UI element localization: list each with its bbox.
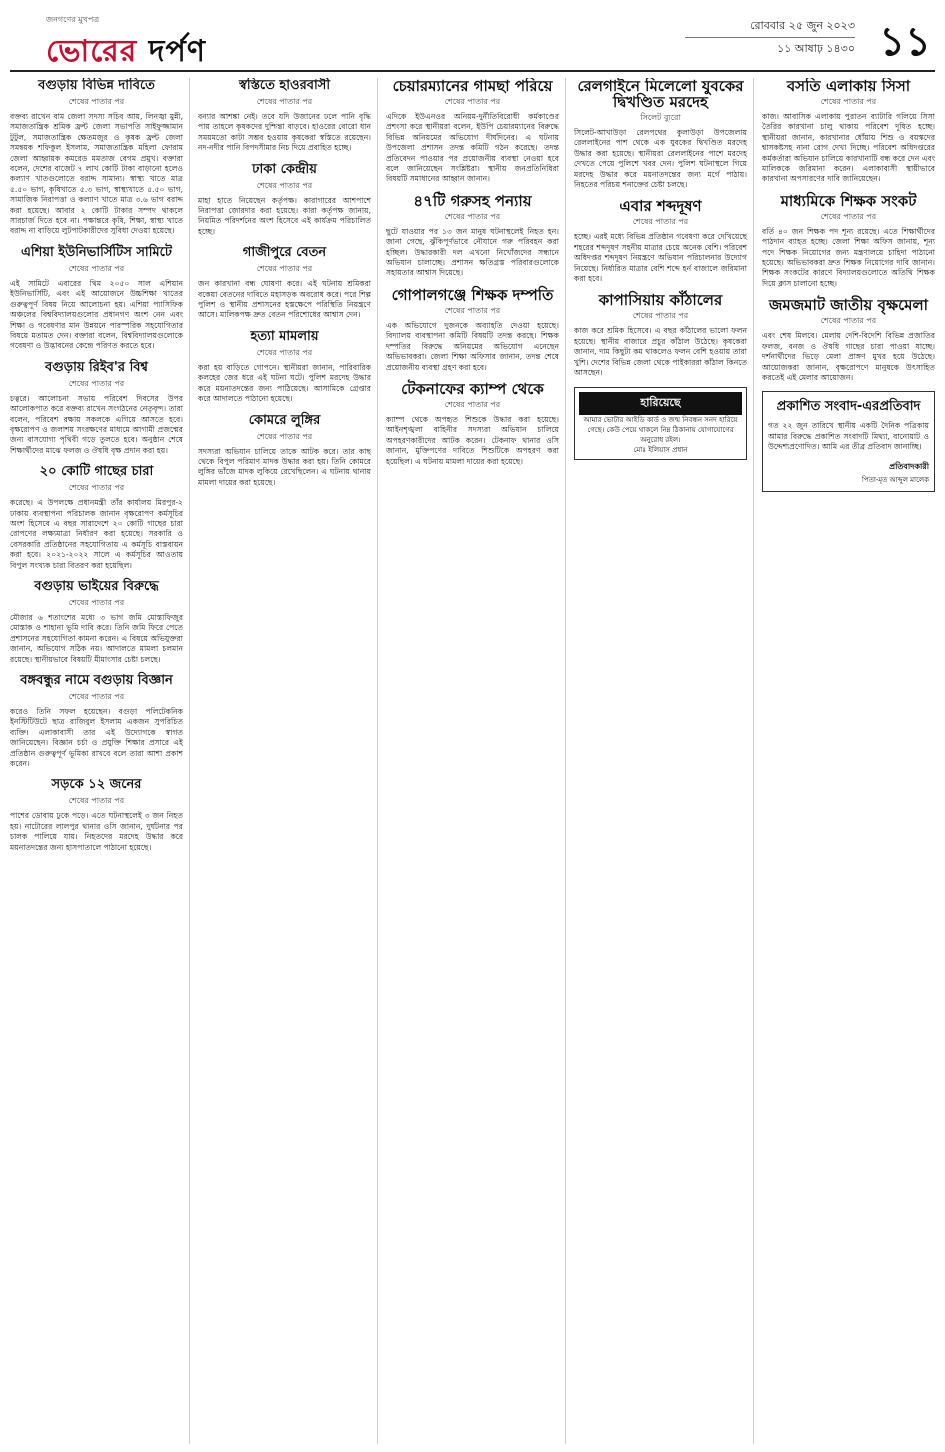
story-headline: জমজমাট জাতীয় বৃক্ষমেলা bbox=[768, 296, 928, 315]
columns bbox=[10, 78, 935, 1444]
story-sub: শেষের পাতার পর bbox=[632, 217, 689, 227]
story bbox=[198, 329, 371, 405]
story-body: করা হয় বাড়িতে গোপনে। স্থানীয়রা জানান, পারিবারিক কলহের জের ধরে এই ঘটনা ঘটে। পুলিশ মরদেহ উদ্ধার করে ময়নাতদন্তের জন্য পাঠিয়েছে। আসামিকে গ্রেপ্তার করে আদালতে পাঠানো হয়েছে। bbox=[198, 362, 371, 404]
story bbox=[10, 78, 183, 237]
date-block bbox=[685, 18, 855, 57]
story bbox=[762, 193, 935, 289]
story-sub: সিলেট ব্যুরো bbox=[640, 113, 681, 122]
story-sub: শেষের পাতার পর bbox=[256, 347, 313, 357]
story-body: চত্বরে। আলোচনা সভায় পরিবেশ দিবসের উপর আলোকপাত করে বক্তব্য রাখেন সংগঠনের নেতৃবৃন্দ। তারা বলেন, পরিবেশ রক্ষায় সকলকে এগিয়ে আসতে হবে। বৃক্ষরোপণ ও জলাশয় সংরক্ষণের মাধ্যমে আগামী প্রজন্মের জন্য বাসযোগ্য পৃথিবী গড়ে তুলতে হবে। অনুষ্ঠান শেষে শিক্ষার্থীদের মাঝে ফলজ ও ঔষধি বৃক্ষ প্রদান করা হয়। bbox=[10, 393, 183, 455]
story-headline: মাধ্যমিকে শিক্ষক সংকট bbox=[780, 191, 917, 210]
story-sub: শেষের পাতার পর bbox=[68, 692, 125, 702]
story-headline: রেলগাইনে মিলেলো যুবকের দ্বিখণ্ডিত মরদেহ bbox=[577, 78, 744, 111]
story-sub: শেষের পাতার পর bbox=[68, 598, 125, 607]
story-headline: এবার শব্দদূষণ bbox=[619, 197, 702, 216]
story-headline: ২০ কোটি গাছের চারা bbox=[39, 464, 154, 480]
story-sub: শেষের পাতার পর bbox=[820, 97, 877, 106]
story-sub: শেষের পাতার পর bbox=[68, 483, 125, 493]
date-bangla: ১১ আষাঢ় ১৪৩০ bbox=[777, 42, 855, 55]
date-divider bbox=[685, 37, 855, 38]
story-headline: ঢাকা কেন্দ্রীয় bbox=[252, 161, 317, 177]
story-body: বক্তব্য রাখেন বাম জেলা সদস্য সচিব আয়, লিনজ্বা মুন্নী, সমাজতান্ত্রিক শ্রমিক ফ্রন্ট জেলা সভাপতি সাইফুজ্জামান টুটুল, সমাজতান্ত্রিক ক্ষেতমজুর ও কৃষক ফ্রন্ট জেলা সমন্বয়ক শফিকুল ইসলাম, সমাজতান্ত্রিক মহিলা ফোরাম জেলা আহ্বায়ক কমরেড মমতাজ বেগম প্রমুখ। বক্তারা বলেন, দেশের বাজেট ৭ লাখ কোটি টাকা বাড়ানো হলেও কল্যাণ খাতগুলোতে বরাদ্দ সামান্য। স্বাস্থ্য খাতে মাত্র ৫.৫০ ভাগ, কৃষিখাতে ৫.৩ ভাগ, স্বাস্থ্যখাতে ৫.৫০ ভাগ, সামাজিক নিরাপত্তা ও কল্যাণ খাতে মাত্র ৩.৬ ভাগ বরাদ্দ করা হয়েছে। আবার ২ কোটি টাকার সম্পদ থাকলে সারচার্জ দিতে হবে না। পক্ষান্তরে কৃষি, শিক্ষা, স্বাস্থ্য খাতে বরাদ্দ না বাড়িয়ে লুটপাটকারীদের সুবিধা দেওয়া হয়েছে। bbox=[10, 112, 183, 236]
story-sub: শেষের পাতার পর bbox=[444, 211, 501, 221]
page-number: ১১ bbox=[879, 18, 931, 65]
newspaper-name bbox=[46, 27, 206, 78]
story-headline: বসতি এলাকায় সিসা bbox=[786, 78, 911, 95]
rebuttal-title: প্রকাশিত সংবাদ-এরপ্রতিবাদ bbox=[776, 399, 921, 415]
column-1 bbox=[10, 78, 190, 1444]
story bbox=[10, 673, 183, 769]
story-headline: বগুড়ায় ভাইয়ের বিরুদ্ধে bbox=[34, 579, 159, 594]
story-sub: শেষের পাতার পর bbox=[68, 378, 125, 388]
story-body: মাহা হাতে নিয়েছেন কর্তৃপক্ষ। কারাগারের আশপাশে নিরাপত্তা জোরদার করা হয়েছে। কারা কর্তৃপক্ষ জানায়, নিয়মিত পরিদর্শনের অংশ হিসেবে এই কার্যক্রম পরিচালিত হচ্ছে। bbox=[198, 195, 371, 236]
story bbox=[762, 78, 935, 185]
story bbox=[198, 413, 371, 489]
story bbox=[386, 381, 559, 467]
story-headline: হত্যা মামলায় bbox=[250, 328, 319, 344]
story-body: বন্যার আশঙ্কা নেই। তবে যদি উজানের ঢলে পানি বৃদ্ধি পায় তাহলে কৃষকদের দুশ্চিন্তা বাড়বে। হাওরের বোরো ধান সময়মতো কাটা সম্ভব হওয়ায় কৃষকেরা স্বস্তিতে রয়েছেন। নদ-নদীর পানি বিপদসীমার নিচ দিয়ে প্রবাহিত হচ্ছে। bbox=[198, 112, 371, 153]
story-body: এদিকে ইউএনওর অনিয়ম-দুর্নীতিবিরোধী কর্মকাণ্ডের প্রশংসা করে স্থানীয়রা বলেন, ইউপি চেয়ারম্যানের বিরুদ্ধে বিভিন্ন অনিয়মের অভিযোগ দীর্ঘদিনের। এ ঘটনায় উপজেলা প্রশাসন তদন্ত কমিটি গঠন করেছে। তদন্ত প্রতিবেদন পাওয়ার পর প্রয়োজনীয় ব্যবস্থা নেওয়া হবে বলে জানিয়েছেন সংশ্লিষ্টরা। স্থানীয় জনপ্রতিনিধিরা বিষয়টি সমাধানের আহ্বান জানান। bbox=[386, 112, 559, 184]
story-headline: টেকনাফের ক্যাম্প থেকে bbox=[401, 379, 544, 398]
story-headline: কোমরে লুঙ্গির bbox=[248, 412, 321, 428]
story bbox=[10, 579, 183, 665]
story-headline: স্বস্তিতে হাওরবাসী bbox=[238, 78, 331, 93]
story-body: এই সামিটে এবারের থিম ২০৫০ সাল এশিয়ান ইউনিভার্সিটি, এবং এই আয়োজনে উচ্চশিক্ষা খাতের গুরুত্বপূর্ণ বিষয় নিয়ে আলোচনা হয়। এশিয়া প্যাসিফিক অঞ্চলের বিশ্ববিদ্যালয়গুলোর প্রধানগণ অংশ নেন এবং শিক্ষা ও গবেষণার মান উন্নয়নে পারস্পরিক সহযোগিতার বিষয়ে মতামত দেন। বক্তারা বলেন, বিশ্ববিদ্যালয়গুলোকে গবেষণা ও উদ্ভাবনের কেন্দ্রে পরিণত করতে হবে। bbox=[10, 278, 183, 351]
story-sub: শেষের পাতার পর bbox=[820, 211, 877, 221]
story-sub: শেষের পাতার পর bbox=[256, 97, 313, 106]
story bbox=[574, 292, 747, 378]
story-body: করেছে। এ উপলক্ষে প্রধানমন্ত্রী তাঁর কার্যালয় মিরপুর-২ ঢাকায় ব্যবস্থাপনা পরিচালক জানান বৃক্ষরোপণ কর্মসূচির অংশ হিসেবে এ বছর সারাদেশে ২০ কোটি গাছের চারা রোপণের লক্ষ্যমাত্রা নির্ধারণ করা হয়েছে। সরকারি ও বেসরকারি প্রতিষ্ঠানের সহযোগিতায় এ কর্মসূচি বাস্তবায়ন করা হবে। ২০২১-২০২২ সালে এ কর্মসূচির আওতায় বিপুল সংখ্যক চারা বিতরণ করা হয়েছিল। bbox=[10, 498, 183, 570]
story-body: এক অভিযোগে দুজনকে অব্যাহতি দেওয়া হয়েছে। বিদ্যালয় ব্যবস্থাপনা কমিটি বিষয়টি তদন্ত করছে। শিক্ষক দম্পতির বিরুদ্ধে অনিয়মের অভিযোগ এনেছেন অভিভাবকরা। জেলা শিক্ষা অফিসার জানান, তদন্ত শেষে প্রয়োজনীয় ব্যবস্থা গ্রহণ করা হবে। bbox=[386, 320, 559, 372]
story bbox=[10, 245, 183, 352]
column-3 bbox=[386, 78, 566, 1444]
column-4 bbox=[574, 78, 754, 1444]
story-sub: শেষের পাতার পর bbox=[444, 97, 501, 106]
story-body: সদস্যরা অভিযান চালিয়ে তাকে আটক করে। তার কাছ থেকে বিপুল পরিমাণ মাদক উদ্ধার করা হয়। তিনি কোমরে লুঙ্গির ভাঁজে মাদক লুকিয়ে রেখেছিলেন। এ ঘটনায় থানায় মামলা দায়ের করা হয়েছে। bbox=[198, 446, 371, 487]
story-body: এবং শেষ মিলবে। মেলায় দেশি-বিদেশি বিভিন্ন প্রজাতির ফলজ, বনজ ও ঔষধি গাছের চারা পাওয়া যাচ্ছে। দর্শনার্থীদের ভিড়ে মেলা প্রাঙ্গণ মুখর হয়ে উঠেছে। আয়োজকরা জানান, বৃক্ষরোপণে মানুষকে উৎসাহিত করতেই এই মেলার আয়োজন। bbox=[762, 331, 935, 382]
story-body: কাজ করে শ্রমিক হিসেবে। এ বছর কাঁঠালের ভালো ফলন হয়েছে। স্থানীয় বাজারে প্রচুর কাঁঠাল উঠেছে। কৃষকেরা জানান, দাম কিছুটা কম থাকলেও ফলন বেশি হওয়ায় তারা খুশি। দেশের বিভিন্ন জেলা থেকে পাইকাররা কাঁঠাল কিনতে আসছেন। bbox=[574, 326, 747, 378]
date-english: রোববার ২৫ জুন ২০২৩ bbox=[750, 19, 855, 32]
story-headline: ৪৭টি গরুসহ পন্যায় bbox=[413, 191, 532, 210]
story-body: মৌজার ৬ শতাংশের মধ্যে ৩ ভাগ জমি মোস্তাফিজুর মোস্তাক ও শাহানা ভূমি দাবি করে। তিনি জমি ফিরে পেতে প্রশাসনের সহযোগিতা কামনা করেন। এ বিষয়ে অভিযুক্তরা জানান, অভিযোগ সঠিক নয়। আদালতে মামলা চলমান রয়েছে। স্থানীয়ভাবে বিষয়টি মীমাংসার চেষ্টা চলছে। bbox=[10, 613, 183, 664]
rebuttal-body: গত ২২ জুন তারিখে স্থানীয় একটি দৈনিক পত্রিকায় আমার বিরুদ্ধে প্রকাশিত সংবাদটি মিথ্যা, বানোয়াট ও উদ্দেশ্যপ্রণোদিত। আমি এর তীব্র প্রতিবাদ জানাচ্ছি। bbox=[768, 421, 929, 452]
story-sub: শেষের পাতার পর bbox=[444, 305, 501, 315]
story bbox=[574, 78, 747, 190]
lost-notice-body: আমার ভোটার আইডি কার্ড ও জন্ম নিবন্ধন সনদ হারিয়ে গেছে। কেউ পেয়ে থাকলে নিম্ন ঠিকানায় যোগাযোগের অনুরোধ রইল। bbox=[583, 415, 738, 444]
rebuttal-signature-sub: পিতা-মৃত আব্দুল মালেক bbox=[861, 475, 929, 484]
story-headline: এশিয়া ইউনিভার্সিটিস সামিটে bbox=[21, 244, 172, 260]
column-5 bbox=[762, 78, 935, 1444]
story bbox=[10, 360, 183, 456]
name-part1: ভোরের bbox=[46, 34, 138, 69]
lost-notice-name: মোঃ ইলিয়াস প্রধান bbox=[633, 445, 688, 454]
brand bbox=[46, 14, 206, 78]
story-body: জন কারখানা বন্ধ ঘোষণা করে। এই ঘটনায় শ্রমিকরা বকেয়া বেতনের দাবিতে মহাসড়ক অবরোধ করে। পরে শিল্প পুলিশ ও স্থানীয় প্রশাসনের হস্তক্ষেপে পরিস্থিতি নিয়ন্ত্রণে আসে। মালিকপক্ষ দ্রুত বেতন পরিশোধের আশ্বাস দেন। bbox=[198, 279, 371, 320]
story-sub: শেষের পাতার পর bbox=[632, 311, 689, 321]
story-body: করেও তিনি সফল হয়েছেন। বগুড়া পলিটেকনিক ইনস্টিটিউটে ছাত্র রাজিবুল ইসলাম একজন সুপরিচিত ব্যক্তি। এলাকাবাসী তার এই উদ্যোগকে স্বাগত জানিয়েছেন। বিজ্ঞান চর্চা ও প্রযুক্তি শিক্ষার প্রসারে এই প্রতিষ্ঠান গুরুত্বপূর্ণ ভূমিকা রাখবে বলে তারা আশা প্রকাশ করেন। bbox=[10, 707, 183, 769]
rebuttal-notice bbox=[762, 391, 935, 491]
story-body: পাশের ডোবায় ঢুকে পড়ে। এতে ঘটনাস্থলেই ৩ জন নিহত হয়। নাটোরের লালপুর থানার ওসি জানান, দুর্ঘটনার পর চালক পালিয়ে যায়। নিহতদের মরদেহ উদ্ধার করে ময়নাতদন্তের জন্য হাসপাতালে পাঠানো হয়েছে। bbox=[10, 811, 183, 852]
story-sub: শেষের পাতার পর bbox=[68, 97, 125, 106]
story bbox=[198, 162, 371, 238]
story-headline: গোপালগঞ্জে শিক্ষক দম্পতি bbox=[391, 285, 554, 304]
rebuttal-content bbox=[768, 421, 929, 452]
story-headline: বগুড়ায় রিইব'র বিশ্ব bbox=[45, 359, 148, 375]
lost-notice-title: হারিয়েছে bbox=[579, 392, 742, 415]
story-body: সিলেট-আখাউড়া রেলপথের কুলাউড়া উপজেলায় রেললাইনের পাশ থেকে এক যুবকের দ্বিখণ্ডিত মরদেহ উদ্ধার করা হয়েছে। স্থানীয়রা রেললাইনের পাশে মরদেহ দেখতে পেয়ে পুলিশে খবর দেন। পুলিশ ঘটনাস্থলে গিয়ে মরদেহ উদ্ধার করে ময়নাতদন্তের জন্য মর্গে পাঠায়। নিহতের পরিচয় শনাক্তের চেষ্টা চলছে। bbox=[574, 128, 747, 190]
story bbox=[574, 198, 747, 284]
story bbox=[10, 777, 183, 853]
story-headline: কাপাসিয়ায় কাঁঠালের bbox=[598, 291, 723, 310]
story-sub: শেষের পাতার পর bbox=[820, 316, 877, 326]
story-sub: শেষের পাতার পর bbox=[444, 399, 501, 409]
story-sub: শেষের পাতার পর bbox=[68, 263, 125, 273]
story-body: বর্তি ৪০ জন শিক্ষক পদ শূন্য রয়েছে। এতে শিক্ষার্থীদের পাঠদান ব্যাহত হচ্ছে। জেলা শিক্ষা অফিস জানায়, শূন্য পদে শিক্ষক নিয়োগের জন্য মন্ত্রণালয়ে চাহিদা পাঠানো হয়েছে। অভিভাবকরা দ্রুত শিক্ষক নিয়োগের দাবি জানান। শিক্ষক সংকটের কারণে বিদ্যালয়গুলোতে অতিথি শিক্ষক দিয়ে ক্লাস চালানো হচ্ছে। bbox=[762, 226, 935, 288]
story-headline: গাজীপুরে বেতন bbox=[242, 245, 327, 261]
story-sub: শেষের পাতার পর bbox=[256, 180, 313, 190]
story-body: কাজ। আবাসিক এলাকায় পুরাতন ব্যাটারি গলিয়ে সিসা তৈরির কারখানা চালু থাকায় পরিবেশ দূষিত হচ্ছে। স্থানীয়রা জানান, কারখানার ধোঁয়ায় শিশু ও বয়স্কদের শ্বাসকষ্টসহ নানা রোগ দেখা দিচ্ছে। পরিবেশ অধিদপ্তরের কর্মকর্তারা অভিযান চালিয়ে কারখানাটি বন্ধ করে দেন এবং মালিককে জরিমানা করেন। এলাকাবাসী স্থায়ীভাবে কারখানা অপসারণের দাবি জানিয়েছেন। bbox=[762, 112, 935, 184]
story bbox=[10, 464, 183, 571]
story-sub: শেষের পাতার পর bbox=[256, 264, 313, 274]
masthead bbox=[10, 8, 935, 72]
story-sub: শেষের পাতার পর bbox=[68, 796, 125, 806]
column-2 bbox=[198, 78, 378, 1444]
rebuttal-signature: প্রতিবাদকারী bbox=[889, 460, 929, 471]
story bbox=[386, 78, 559, 185]
story-headline: সড়কে ১২ জনের bbox=[51, 777, 142, 793]
story-body: ক্যাম্প থেকে অপহৃত শিশুকে উদ্ধার করা হয়েছে। আইনশৃঙ্খলা বাহিনীর সদস্যরা অভিযান চালিয়ে অপহরণকারীদের আটক করেন। টেকনাফ থানার ওসি জানান, মুক্তিপণের দাবিতে শিশুটিকে অপহরণ করা হয়েছিল। এ ঘটনায় মামলা দায়ের করা হয়েছে। bbox=[386, 414, 559, 466]
story bbox=[762, 297, 935, 383]
story-headline: চেয়ারম্যানের গামছা পরিয়ে bbox=[392, 78, 553, 95]
story-body: হচ্ছে। এরই মধ্যে বিভিন্ন প্রতিষ্ঠান গবেষণা করে দেখিয়েছে শহরের শব্দদূষণ সহনীয় মাত্রার চেয়ে অনেক বেশি। পরিবেশ অধিদপ্তর শব্দদূষণ নিয়ন্ত্রণে অভিযান পরিচালনার উদ্যোগ নিয়েছে। নির্ধারিত মাত্রার বেশি শব্দে হর্ন বাজালে জরিমানা করা হবে। bbox=[574, 232, 747, 284]
lost-notice bbox=[574, 387, 747, 460]
story bbox=[198, 245, 371, 321]
story bbox=[386, 193, 559, 279]
story-headline: বগুড়ায় বিভিন্ন দাবিতে bbox=[38, 78, 155, 93]
story-headline: বঙ্গবন্ধুর নামে বগুড়ায় বিজ্ঞান bbox=[20, 673, 173, 689]
story bbox=[198, 78, 371, 154]
name-part2: দর্পণ bbox=[137, 34, 207, 69]
story bbox=[386, 287, 559, 373]
tagline: জনগণের মুখপত্র bbox=[46, 15, 100, 24]
story-sub: শেষের পাতার পর bbox=[256, 431, 313, 441]
story-body: ছুটে যাওয়ার পর ১৩ জন মানুষ ঘটনাস্থলেই নিহত হন। জানা গেছে, ঝুঁকিপূর্ণভাবে নৌযানে গরু পরিবহন করা হচ্ছিল। উদ্ধারকারী দল এখনো নিখোঁজদের সন্ধানে অভিযান চালাচ্ছে। প্রশাসন ক্ষতিগ্রস্ত পরিবারগুলোকে সহায়তার আশ্বাস দিয়েছে। bbox=[386, 226, 559, 278]
